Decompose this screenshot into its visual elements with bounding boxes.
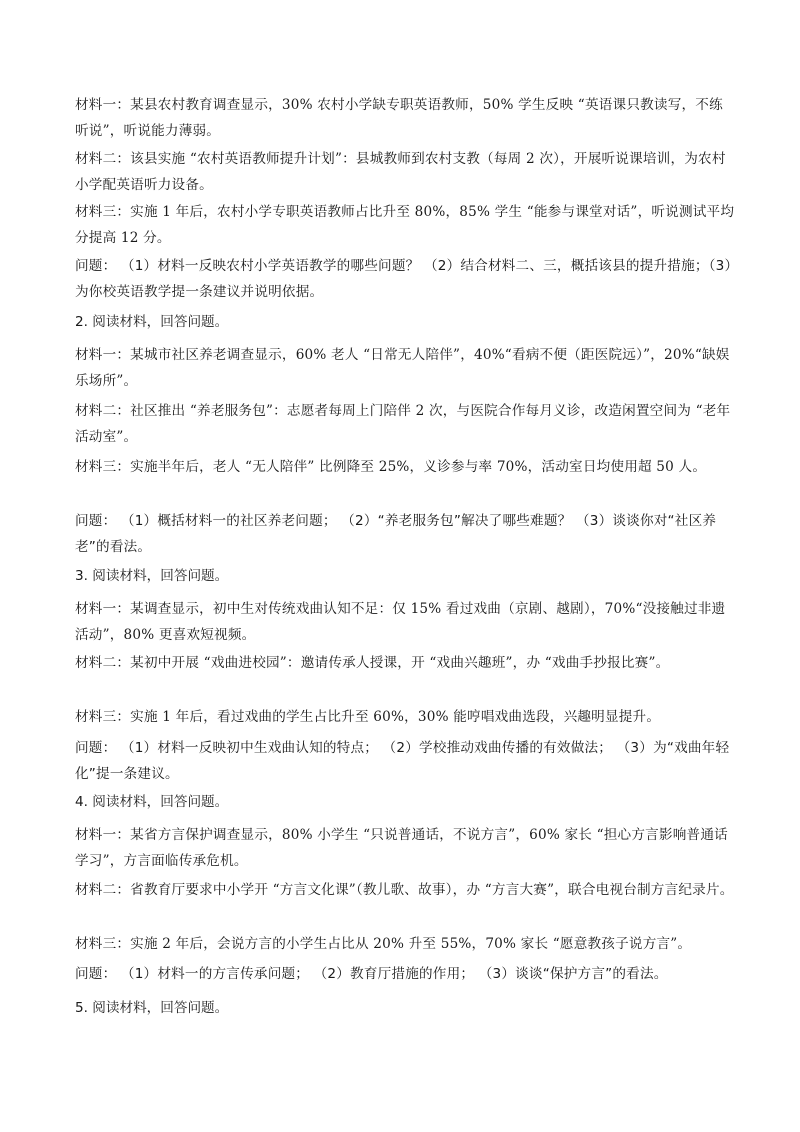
q1-material-3: 材料三：实施 1 年后，农村小学专职英语教师占比升至 80%，85% 学生 “能参与课堂对话”，听说测试平均分提高 12 分。 — [75, 204, 735, 246]
q1-question: 问题： （1）材料一反映农村小学英语教学的哪些问题？ （2）结合材料二、三，概括该县的提升措施；（3）为你校英语教学提一条建议并说明依据。 — [75, 258, 732, 300]
q1-material-1: 材料一：某县农村教育调查显示，30% 农村小学缺专职英语教师，50% 学生反映 “英语课只教读写，不练听说”，听说能力薄弱。 — [75, 97, 723, 139]
q4-heading: 4. 阅读材料，回答问题。 — [75, 794, 229, 810]
q5-heading: 5. 阅读材料，回答问题。 — [75, 1000, 229, 1016]
q3-heading: 3. 阅读材料，回答问题。 — [75, 568, 229, 584]
q3-material-2: 材料二：某初中开展 “戏曲进校园”：邀请传承人授课，开 “戏曲兴趣班”，办 “戏曲手抄报比赛”。 — [75, 655, 670, 671]
q3-material-3: 材料三：实施 1 年后，看过戏曲的学生占比升至 60%，30% 能哼唱戏曲选段，兴趣明显提升。 — [75, 709, 661, 725]
q1-material-2: 材料二：该县实施 “农村英语教师提升计划”：县城教师到农村支教（每周 2 次），开展听说课培训，为农村小学配英语听力设备。 — [75, 151, 726, 193]
q2-material-1: 材料一：某城市社区养老调查显示，60% 老人 “日常无人陪伴”，40%“看病不便（距医院远）”，20%“缺娱乐场所”。 — [75, 347, 730, 389]
q4-question: 问题： （1）材料一的方言传承问题； （2）教育厅措施的作用； （3）谈谈“保护方言”的看法。 — [75, 966, 668, 982]
q2-heading: 2. 阅读材料，回答问题。 — [75, 314, 229, 330]
q2-material-3: 材料三：实施半年后，老人 “无人陪伴” 比例降至 25%，义诊参与率 70%，活动室日均使用超 50 人。 — [75, 459, 707, 475]
q2-material-2: 材料二：社区推出 “养老服务包”：志愿者每周上门陪伴 2 次，与医院合作每月义诊，改造闲置空间为 “老年活动室”。 — [75, 403, 731, 445]
q3-material-1: 材料一：某调查显示，初中生对传统戏曲认知不足：仅 15% 看过戏曲（京剧、越剧），70%“没接触过非遗活动”，80% 更喜欢短视频。 — [75, 601, 726, 643]
q4-material-3: 材料三：实施 2 年后，会说方言的小学生占比从 20% 升至 55%，70% 家长 “愿意教孩子说方言”。 — [75, 936, 692, 952]
q4-material-1: 材料一：某省方言保护调查显示，80% 小学生 “只说普通话，不说方言”，60% 家长 “担心方言影响普通话学习”，方言面临传承危机。 — [75, 827, 728, 869]
q4-material-2: 材料二：省教育厅要求中小学开 “方言文化课”（教儿歌、故事），办 “方言大赛”，联合电视台制方言纪录片。 — [75, 882, 734, 898]
q3-question: 问题： （1）材料一反映初中生戏曲认知的特点； （2）学校推动戏曲传播的有效做法； （3）为“戏曲年轻化”提一条建议。 — [75, 740, 730, 782]
q2-question: 问题： （1）概括材料一的社区养老问题； （2）“养老服务包”解决了哪些难题？ （3）谈谈你对“社区养老”的看法。 — [75, 513, 717, 555]
